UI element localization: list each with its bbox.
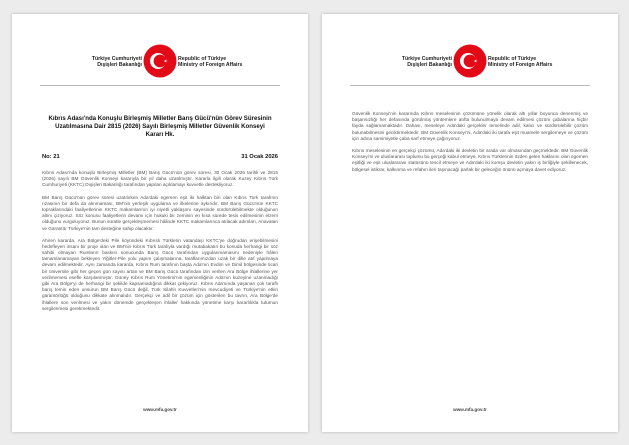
letterhead-right-line1: Republic of Türkiye xyxy=(178,56,227,62)
letterhead-left xyxy=(402,56,452,69)
document-date: 31 Ocak 2026 xyxy=(241,154,278,160)
document-page-1 xyxy=(12,14,308,432)
paragraph: BM Barış Gücü'nün görev süresi uzatılırken Ada'daki egemen eşit iki halktan biri olan Kıbrıs Türk tarafının rızasının bir defa da alınmaması, BM'nin yerleşik uygulama ve ilkelerine aykırıdır. BM Barış Gücü'nün KKTC topraklarındaki faaliyetlerinin KKTC makamlarının iyi niyetli yaklaşımı sayesinde sürdürülebilmekte olduğunun altını çiziyoruz. Söz konusu faaliyetlerin devamı için hukuki bir zeminin en kısa sürede tesis edilmesinin elzem olduğunu vurguluyoruz. Bunun süratle gerçekleşmemesi hâlinde KKTC makamlarınca atılacak adımları, Anavatan ve Garantör Türkiye'nin tam desteğine sahip olacaktır. xyxy=(42,194,278,231)
letterhead-left-line1: Türkiye Cumhuriyeti xyxy=(91,56,142,62)
letterhead-right xyxy=(488,56,552,69)
page1-body xyxy=(42,170,278,318)
letterhead-right xyxy=(178,56,242,69)
page2-body xyxy=(352,111,588,179)
letterhead-left-line1: Türkiye Cumhuriyeti xyxy=(401,56,452,62)
turkish-emblem-icon xyxy=(143,44,177,78)
paragraph: Kıbrıs Adası'nda konuşlu Birleşmiş Milletler (BM) Barış Gücü'nün görev süresi, 30 Ocak 2026 tarihli ve 2815 (2026) sayılı BM Güvenlik Konseyi kararıyla bir yıl daha uzatılmıştır. Kararla ilgili olarak Kuzey Kıbrıs Türk Cumhuriyeti (KKTC) Dışişleri Bakanlığı tarafından yapılan açıklamayı kuvvetle destekliyoruz. xyxy=(42,170,278,188)
document-page-2 xyxy=(322,14,618,432)
letterhead-left xyxy=(92,56,142,69)
letterhead-right-line2: Ministry of Foreign Affairs xyxy=(178,62,243,69)
letterhead-left-line2: Dışişleri Bakanlığı xyxy=(407,62,452,69)
paragraph: Kıbrıs meselesinin en gerçekçi çözümü, Ada'daki iki devletin bir arada var olmasından geçmektedir. BM Güvenlik Konseyi'ni ve uluslararası toplumu bu gerçeği kabul etmeye, Kıbrıs Türklerinin özden gelen haklarını olan egemen eşitliği ve eşit uluslararası statüsünü tescil etmeye ve Ada'daki iki komşu devletin yakın iş birliğiyle şekillenecek, bölgesel istikrar, kalkınma ve refahın ileri taşınacağı parlak bir geleceğin önünü açmaya davet ediyoruz. xyxy=(352,147,588,172)
turkish-emblem-icon xyxy=(453,44,487,78)
letterhead-right-line1: Republic of Türkiye xyxy=(488,56,537,62)
document-number: No: 21 xyxy=(42,154,60,160)
footer-url: www.mfa.gov.tr xyxy=(143,407,177,412)
letterhead xyxy=(322,44,618,90)
letterhead xyxy=(12,44,308,90)
header-divider xyxy=(350,85,590,86)
letterhead-right-line2: Ministry of Foreign Affairs xyxy=(488,62,553,69)
document-title: Kıbrıs Adası'nda Konuşlu Birleşmiş Milletler Barış Gücü'nün Görev Süresinin Uzatılmasına Dair 2815 (2026) Sayılı Birleşmiş Milletler Güvenlik Konseyi Kararı Hk. xyxy=(48,115,272,139)
footer-url: www.mfa.gov.tr xyxy=(453,407,487,412)
letterhead-left-line2: Dışişleri Bakanlığı xyxy=(97,62,142,69)
paragraph: Ahiren kararda, Ara Bölge'deki Pile köyündeki Kıbrıslı Türklerin vatandaşı KKTC'ye doğrudan erişebilmesini hedefleyen insani bir proje olan ve BM'nin Kıbrıs Türk tarafıyla vardığı mutabakatın bu konuda herhangi bir söz sahibi olmayan Rumların baskısı sonucunda Barış Gücü tarafından uygulanmamasını nedeniyle hâlen tamamlanamayan bekleyen Yiğitler-Pile yolu yapım çalışmalarına, taraflarımızdan uzak bir dille atıf yapılmaya devam edilmektedir. Aynı zamanda kararda, Kıbrıs Rum tarafının başta Ada'nın Evdim ve Dimil bölgesinde ticari bir üniversite gibi her geçen gün sayısı artan ve BM Barış Gücü tarafından izin verilen Ara Bölge ihlallerine yer verilmemesi esefle karşılanmıştır. Güney Kıbrıs Rum Yönetimi'nin egemenliğinin Ada'nın kuzeyine uzanmadığı gibi Ara Bölge'yi de herhangi bir şekilde kapsamadığına dikkat çekiyoruz. Kıbrıs Ada'sında yaşanan çok taraflı barış temin eden unsurun BM Barış Gücü değil, Türk Silahlı Kuvvetleri'nin mevcudiyeti ve Türkiye'nin etkin garantörlüğü olduğunu dikkate alınmalıdır. Gerçekçi ve adil bir çözüm için gösterilen bu tavrın, Ara Bölge'de ihlallere son verilmesi ve yakın dönemde gerçekleşen ihlaller hakkında yönetime karşı kararlılıkla tutumun sergilenmesi gerekmektedir. xyxy=(42,237,278,311)
paragraph: Güvenlik Konseyi'nin kararında Kıbrıs meselesinin çözümüne yönelik olarak altı yıllar boyunca denenmiş ve başarısızlığı her defasında görülmüş yöntemlere atıfta bulunulmaya devam edilmesi çözüm çabalarına hiçbir fayda sağlamamaktadır. Dahası, meseleye Ada'daki gerçekler temelinde adil, kalıcı ve sürdürülebilir çözüm bulunabilmesini geciktirmektedir. BM Güvenlik Konseyi'ni, Ada'daki iki tarafa eşit muamele sergilemeye ve çözüm için adına samimiyetle çaba sarf etmeye çağırıyoruz. xyxy=(352,111,588,141)
header-divider xyxy=(40,85,280,86)
